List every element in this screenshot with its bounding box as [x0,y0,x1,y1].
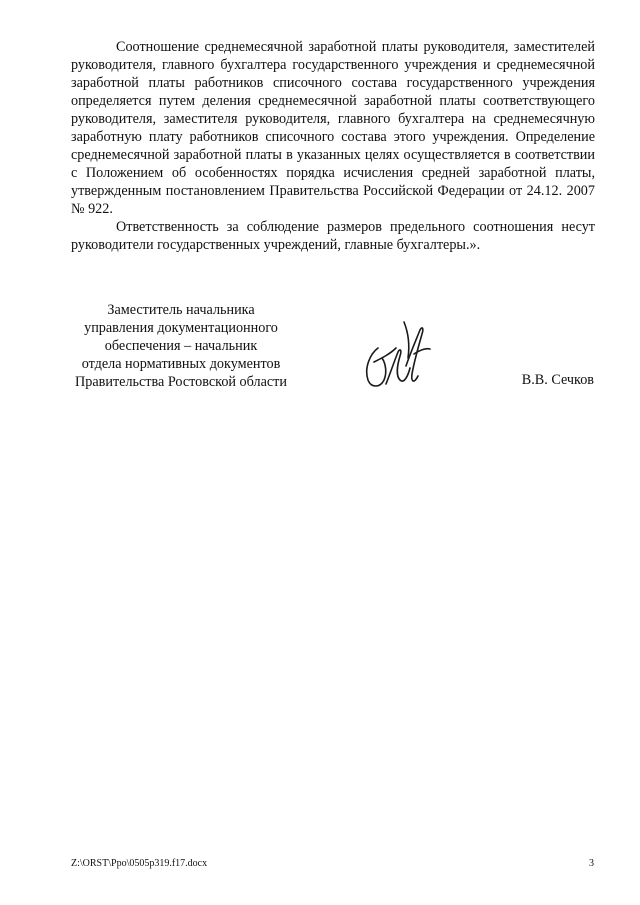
signatory-position [64,301,298,391]
position-line: Заместитель начальника [107,302,255,318]
document-body [71,38,595,254]
footer-file-path: Z:\ORST\Ppo\0505p319.f17.docx [71,858,208,869]
paragraph-ratio-definition: Соотношение среднемесячной заработной платы руководителя, заместителей руководителя, главного бухгалтера государственного учреждения и среднемесячной заработной платы работников списочного состава государственного учреждения определяется путем деления среднемесячной заработной платы соответствующего руководителя, заместителя руководителя, главного бухгалтера на среднемесячную заработную плату работников списочного состава этого учреждения. Определение среднемесячной заработной платы в указанных целях осуществляется в соответствии с Положением об особенностях порядка исчисления средней заработной платы, утвержденным постановлением Правительства Российской Федерации от 24.12. 2007 № 922. [71,39,595,217]
position-line: отдела нормативных документов [81,356,281,372]
handwritten-signature [356,318,436,396]
page-number: 3 [589,858,594,869]
position-line: Правительства Ростовской области [75,374,287,390]
signer-name: В.В. Сечков [521,372,594,388]
paragraph-responsibility: Ответственность за соблюдение размеров предельного соотношения несут руководители государственных учреждений, главные бухгалтеры.». [71,219,595,253]
position-line: управления документационного [84,320,278,336]
position-line: обеспечения – начальник [104,338,258,354]
